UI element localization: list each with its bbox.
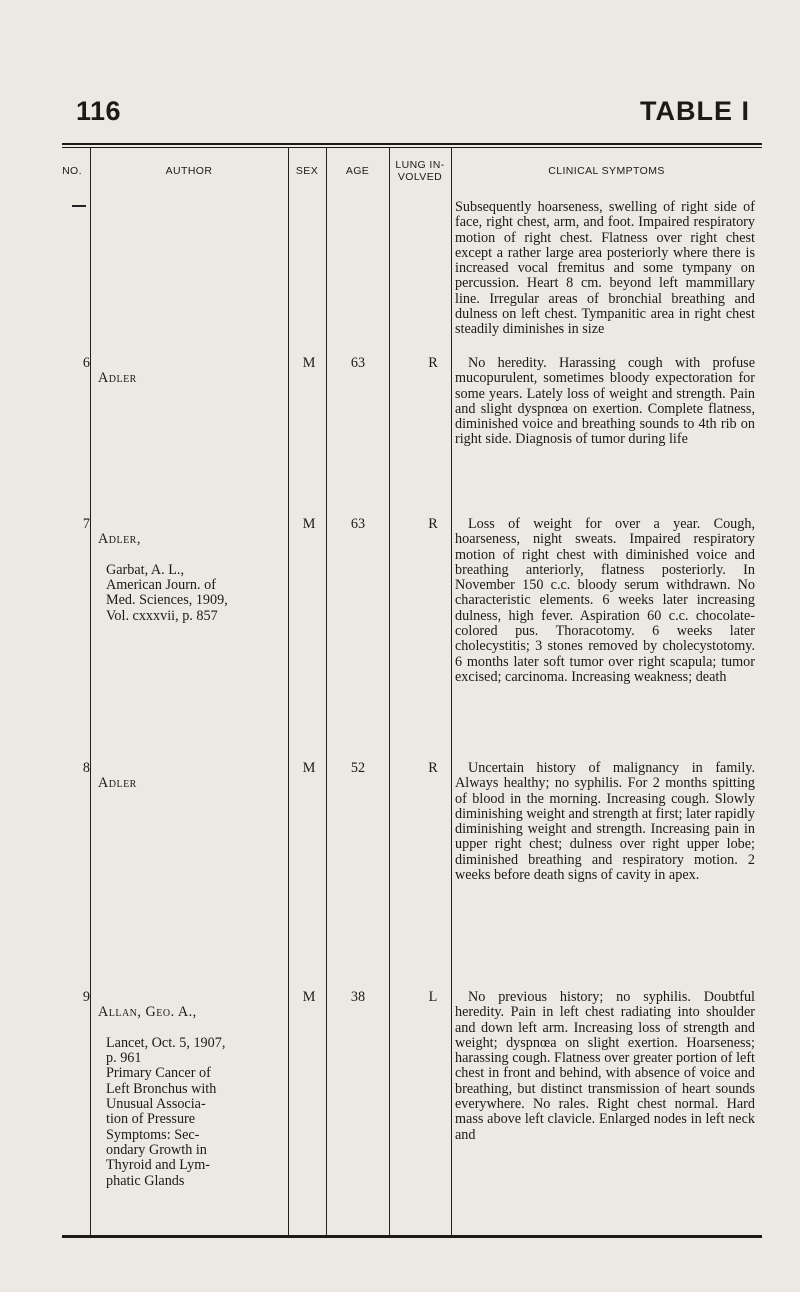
bottom-rule <box>62 1235 762 1238</box>
header-rule-mark <box>72 205 86 207</box>
column-divider <box>326 148 327 1235</box>
row-lung: R <box>428 355 438 371</box>
row-number: 7 <box>82 516 90 532</box>
row-sex: M <box>302 760 316 776</box>
row-age: 63 <box>350 516 366 532</box>
row-lung: R <box>428 516 438 532</box>
page-number: 116 <box>76 96 122 126</box>
row-lung: R <box>428 760 438 776</box>
row-author <box>98 990 320 1204</box>
row-age: 38 <box>350 989 366 1005</box>
page-header <box>76 96 750 136</box>
column-divider <box>389 148 390 1235</box>
row-author <box>98 761 320 792</box>
row-sex: M <box>302 516 316 532</box>
column-divider <box>451 148 452 1235</box>
row-symptoms: Uncertain history of malignancy in family. Always healthy; no syphilis. For 2 months spitting of blood in the morning. Increasing cough. Slowly diminishing weight and strength at first; later rapidly diminishing weight and strength. Increasing pain in upper right chest; dulness over right upper lobe; diminished breathing and respiratory motion. 2 weeks before death signs of cavity in apex. <box>455 760 755 884</box>
row-sex: M <box>302 355 316 371</box>
row-sex: M <box>302 989 316 1005</box>
row-age: 63 <box>350 355 366 371</box>
author-name: Adler <box>98 775 137 792</box>
row-symptoms: No heredity. Harassing cough with profuse mucopurulent, sometimes bloody expectoration for some years. Lately loss of weight and strength. Pain and slight dyspnœa on exertion. Complete flatness, diminished voice and breathing sounds to 4th rib on right side. Diagnosis of tumor during life <box>455 355 755 448</box>
author-name: Allan, Geo. A., <box>98 1004 197 1021</box>
column-divider <box>90 148 91 1235</box>
header-lung-involved: LUNG IN- VOLVED <box>395 159 445 183</box>
row-number: 6 <box>82 355 90 371</box>
running-title: TABLE I <box>640 96 750 126</box>
header-clinical-symptoms: CLINICAL SYMPTOMS <box>548 165 665 177</box>
author-name: Adler, <box>98 531 141 548</box>
row-author <box>98 517 320 639</box>
row-lung: L <box>428 989 438 1005</box>
author-reference: Lancet, Oct. 5, 1907, p. 961 Primary Cancer of Left Bronchus with Unusual Associa- tion of Pressure Symptoms: Sec- ondary Growth in Thyroid and Lym- phatic Glands <box>106 1034 226 1189</box>
top-double-rule-1 <box>62 143 762 145</box>
header-age: AGE <box>345 165 370 177</box>
clinical-table <box>62 148 762 1235</box>
row-author <box>98 356 320 387</box>
row-number: 8 <box>82 760 90 776</box>
row-symptoms: Loss of weight for over a year. Cough, hoarseness, night sweats. Impaired respiratory motion of right chest with diminished voice and breathing anteriorly, flatness posteriorly. In November 150 c.c. bloody serum withdrawn. No characteristic elements. 6 weeks later increasing dulness, high fever. Aspiration 60 c.c. chocolate-colored pus. Thoracotomy. 6 weeks later cholecystitis; 3 stones removed by cholecystotomy. 6 months later soft tumor over right scapula; tumor excised; carcinoma. Increasing weakness; death <box>455 516 755 685</box>
row-age: 52 <box>350 760 366 776</box>
row-number: 9 <box>82 989 90 1005</box>
header-sex: SEX <box>295 165 319 177</box>
header-no: NO. <box>62 165 82 177</box>
row-symptoms: No previous history; no syphilis. Doubtful heredity. Pain in left chest radiating into shoulder and down left arm. Increasing loss of strength and weight; dyspnœa on slight exertion. Hoarseness; harassing cough. Flatness over greater portion of left chest in front and behind, with absence of voice and breathing, but distinct transmission of heart sounds everywhere. No rales. Right chest normal. Hard mass above left clavicle. Enlarged nodes in left neck and <box>455 989 755 1143</box>
symptoms-continuation: Subsequently hoarseness, swelling of right side of face, right chest, arm, and foot. Impaired respiratory motion of right chest. Flatness over right chest except a rather large area posteriorly where there is increased vocal fremitus and some tympany on percussion. Heart 8 cm. beyond left mammillary line. Irregular areas of bronchial breathing and dulness on left chest. Tympanitic area in right chest steadily diminishes in size <box>455 199 755 338</box>
header-author: AUTHOR <box>165 165 213 177</box>
author-reference: Garbat, A. L., American Journ. of Med. Sciences, 1909, Vol. cxxxvii, p. 857 <box>106 561 228 624</box>
author-name: Adler <box>98 370 137 387</box>
